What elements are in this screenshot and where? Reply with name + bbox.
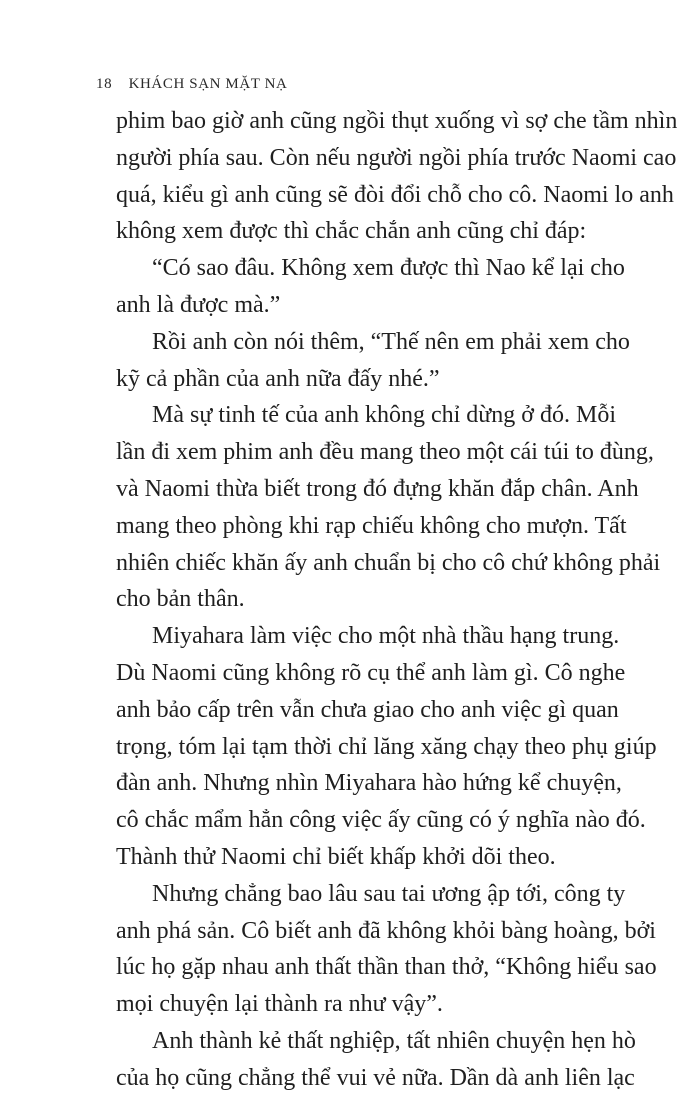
text-line: anh bảo cấp trên vẫn chưa giao cho anh việc gì quan xyxy=(116,696,619,723)
text-line: nhiên chiếc khăn ấy anh chuẩn bị cho cô chứ không phải xyxy=(116,549,661,576)
text-line: và Naomi thừa biết trong đó đựng khăn đắp chân. Anh xyxy=(116,475,639,502)
text-line: mọi chuyện lại thành ra như vậy”. xyxy=(116,991,443,1018)
text-line: kỹ cả phần của anh nữa đấy nhé.” xyxy=(116,365,440,392)
text-line: anh phá sản. Cô biết anh đã không khỏi bàng hoàng, bởi xyxy=(116,917,656,944)
text-line: Nhưng chẳng bao lâu sau tai ương ập tới, công ty xyxy=(152,880,626,907)
text-line: Dù Naomi cũng không rõ cụ thể anh làm gì. Cô nghe xyxy=(116,659,626,686)
book-title: KHÁCH SẠN MẶT NẠ xyxy=(128,76,288,92)
page-number: 18 xyxy=(96,76,113,92)
running-header xyxy=(96,76,287,93)
text-line: Mà sự tinh tế của anh không chỉ dừng ở đó. Mỗi xyxy=(152,402,616,429)
text-line: anh là được mà.” xyxy=(116,291,281,318)
text-line: Anh thành kẻ thất nghiệp, tất nhiên chuyện hẹn hò xyxy=(152,1027,636,1054)
text-line: đàn anh. Nhưng nhìn Miyahara hào hứng kể chuyện, xyxy=(116,770,622,797)
text-line: lần đi xem phim anh đều mang theo một cái túi to đùng, xyxy=(116,439,654,466)
text-line: của họ cũng chẳng thể vui vẻ nữa. Dần dà anh liên lạc xyxy=(116,1064,635,1091)
text-line: cô chắc mẩm hẳn công việc ấy cũng có ý nghĩa nào đó. xyxy=(116,807,646,834)
text-line: cho bản thân. xyxy=(116,586,245,613)
body-text xyxy=(116,103,678,1097)
text-line: Miyahara làm việc cho một nhà thầu hạng trung. xyxy=(152,623,620,650)
text-line: Rồi anh còn nói thêm, “Thế nên em phải xem cho xyxy=(152,328,630,355)
text-line: không xem được thì chắc chắn anh cũng chỉ đáp: xyxy=(116,218,587,245)
text-line: “Có sao đâu. Không xem được thì Nao kể lại cho xyxy=(152,255,625,282)
text-line: mang theo phòng khi rạp chiếu không cho mượn. Tất xyxy=(116,512,627,539)
text-line: Thành thử Naomi chỉ biết khấp khởi dõi theo. xyxy=(116,843,556,870)
text-line: lúc họ gặp nhau anh thất thần than thở, “Không hiểu sao xyxy=(116,954,657,981)
text-line: quá, kiểu gì anh cũng sẽ đòi đổi chỗ cho cô. Naomi lo anh xyxy=(116,181,674,208)
text-line: người phía sau. Còn nếu người ngồi phía trước Naomi cao xyxy=(116,144,677,171)
text-line: trọng, tóm lại tạm thời chỉ lăng xăng chạy theo phụ giúp xyxy=(116,733,657,760)
text-line: phim bao giờ anh cũng ngồi thụt xuống vì sợ che tầm nhìn xyxy=(116,108,678,134)
